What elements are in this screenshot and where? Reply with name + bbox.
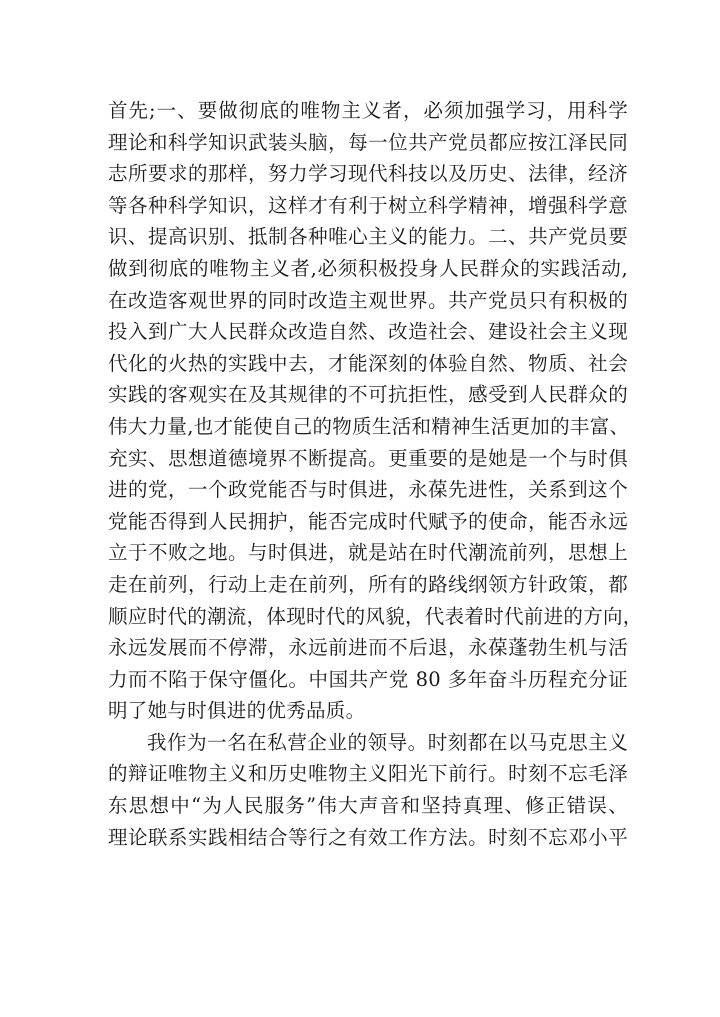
text-line: 顺应时代的潮流，体现时代的风貌，代表着时代前进的方向， bbox=[108, 604, 643, 628]
text-line: 力而不陷于保守僵化。中国共产党 80 多年奋斗历程充分证 bbox=[108, 667, 628, 691]
paragraph-start-line: 我作为一名在私营企业的领导。时刻都在以马克思主义 bbox=[147, 730, 628, 754]
text-line: 立于不败之地。与时俱进，就是站在时代潮流前列，思想上 bbox=[108, 541, 628, 565]
text-line: 投入到广大人民群众改造自然、改造社会、建设社会主义现 bbox=[108, 320, 628, 344]
text-line: 做到彻底的唯物主义者,必须积极投身人民群众的实践活动, bbox=[108, 256, 628, 280]
text-line: 的辩证唯物主义和历史唯物主义阳光下前行。时刻不忘毛泽 bbox=[108, 762, 628, 786]
text-line: 实践的客观实在及其规律的不可抗拒性，感受到人民群众的 bbox=[108, 383, 628, 407]
text-line: 首先;一、要做彻底的唯物主义者，必须加强学习，用科学 bbox=[108, 99, 628, 122]
text-line: 识、提高识别、抵制各种唯心主义的能力。二、共产党员要 bbox=[108, 225, 628, 249]
text-line: 永远发展而不停滞，永远前进而不后退，永葆蓬勃生机与活 bbox=[108, 636, 628, 660]
text-line: 志所要求的那样，努力学习现代科技以及历史、法律，经济 bbox=[108, 162, 628, 186]
body-text bbox=[108, 95, 643, 853]
text-line: 代化的火热的实践中去，才能深刻的体验自然、物质、社会 bbox=[108, 351, 628, 375]
text-line: 东思想中“为人民服务”伟大声音和坚持真理、修正错误、 bbox=[108, 794, 628, 818]
text-line: 理论和科学知识武装头脑，每一位共产党员都应按江泽民同 bbox=[108, 130, 628, 154]
text-line: 进的党，一个政党能否与时俱进，永葆先进性，关系到这个 bbox=[108, 478, 628, 502]
paragraph-end-line: 明了她与时俱进的优秀品质。 bbox=[108, 699, 366, 723]
text-line: 理论联系实践相结合等行之有效工作方法。时刻不忘邓小平 bbox=[108, 825, 628, 849]
text-line: 等各种科学知识，这样才有利于树立科学精神，增强科学意 bbox=[108, 193, 628, 217]
text-line: 充实、思想道德境界不断提高。更重要的是她是一个与时俱 bbox=[108, 446, 628, 470]
text-line: 党能否得到人民拥护，能否完成时代赋予的使命，能否永远 bbox=[108, 509, 628, 533]
text-line: 伟大力量,也才能使自己的物质生活和精神生活更加的丰富、 bbox=[108, 414, 630, 438]
text-line: 在改造客观世界的同时改造主观世界。共产党员只有积极的 bbox=[108, 288, 628, 312]
text-line: 走在前列，行动上走在前列，所有的路线纲领方针政策，都 bbox=[108, 572, 628, 596]
